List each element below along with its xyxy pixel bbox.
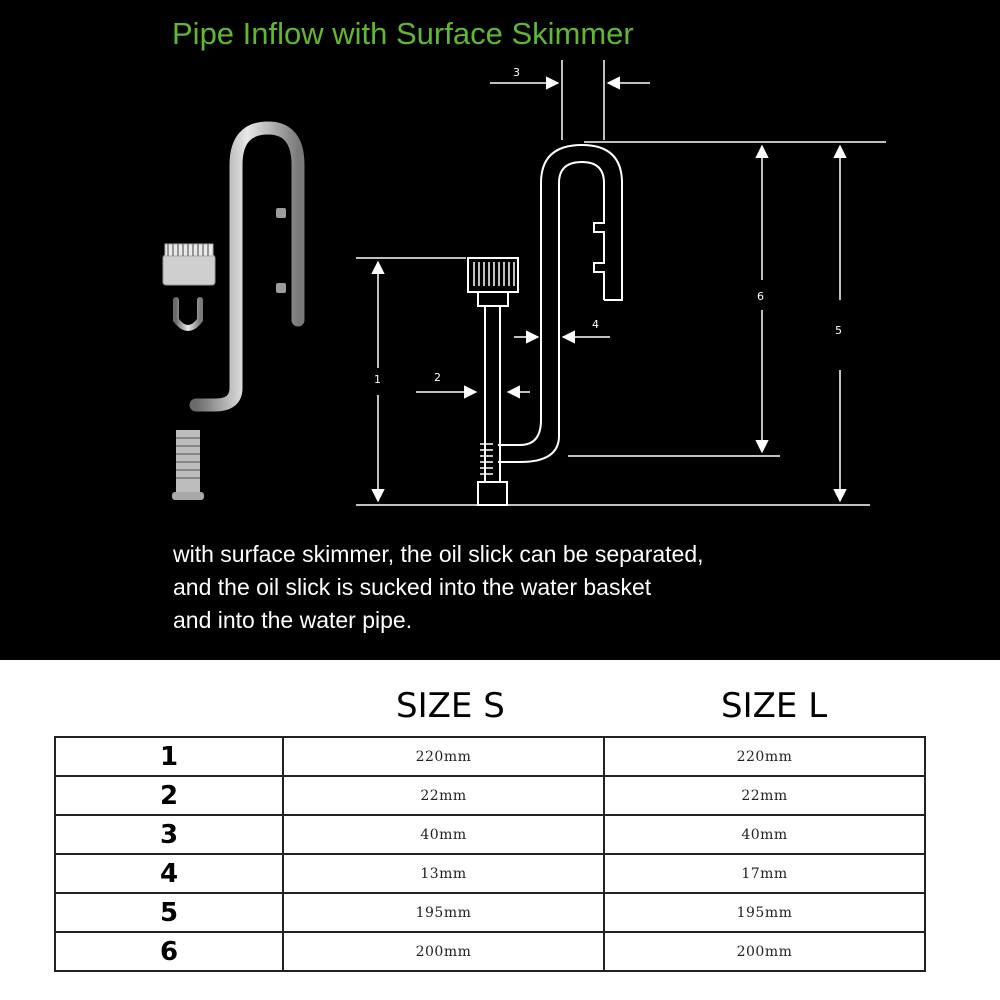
caption-line: and into the water pipe. bbox=[173, 607, 413, 633]
dim-label-6: 6 bbox=[757, 290, 764, 303]
size-l-value: 220mm bbox=[604, 737, 925, 776]
dim-label-5: 5 bbox=[835, 324, 842, 337]
size-l-value: 195mm bbox=[604, 893, 925, 932]
size-table bbox=[54, 736, 926, 972]
size-l-value: 40mm bbox=[604, 815, 925, 854]
row-label: 5 bbox=[55, 893, 283, 932]
dimension-labels bbox=[374, 66, 842, 386]
caption-line: and the oil slick is sucked into the water basket bbox=[173, 574, 652, 600]
size-s-value: 200mm bbox=[283, 932, 604, 971]
size-s-value: 22mm bbox=[283, 776, 604, 815]
row-label: 3 bbox=[55, 815, 283, 854]
table-row bbox=[55, 815, 925, 854]
size-s-value: 13mm bbox=[283, 854, 604, 893]
row-label: 4 bbox=[55, 854, 283, 893]
size-s-value: 195mm bbox=[283, 893, 604, 932]
table-row bbox=[55, 893, 925, 932]
dim-label-1: 1 bbox=[374, 373, 381, 386]
size-l-header: SIZE L bbox=[721, 686, 828, 726]
table-row bbox=[55, 776, 925, 815]
size-l-value: 22mm bbox=[604, 776, 925, 815]
dim-label-3: 3 bbox=[513, 66, 520, 79]
size-s-header: SIZE S bbox=[396, 686, 505, 726]
table-row bbox=[55, 854, 925, 893]
table-row bbox=[55, 737, 925, 776]
size-s-value: 220mm bbox=[283, 737, 604, 776]
page-title: Pipe Inflow with Surface Skimmer bbox=[172, 16, 634, 51]
row-label: 1 bbox=[55, 737, 283, 776]
size-s-value: 40mm bbox=[283, 815, 604, 854]
size-l-value: 200mm bbox=[604, 932, 925, 971]
table-row bbox=[55, 932, 925, 971]
dim-label-4: 4 bbox=[592, 318, 599, 331]
row-label: 6 bbox=[55, 932, 283, 971]
size-l-value: 17mm bbox=[604, 854, 925, 893]
row-label: 2 bbox=[55, 776, 283, 815]
caption-line: with surface skimmer, the oil slick can be separated, bbox=[173, 541, 704, 567]
caption bbox=[173, 538, 933, 637]
dim-label-2: 2 bbox=[434, 371, 441, 384]
